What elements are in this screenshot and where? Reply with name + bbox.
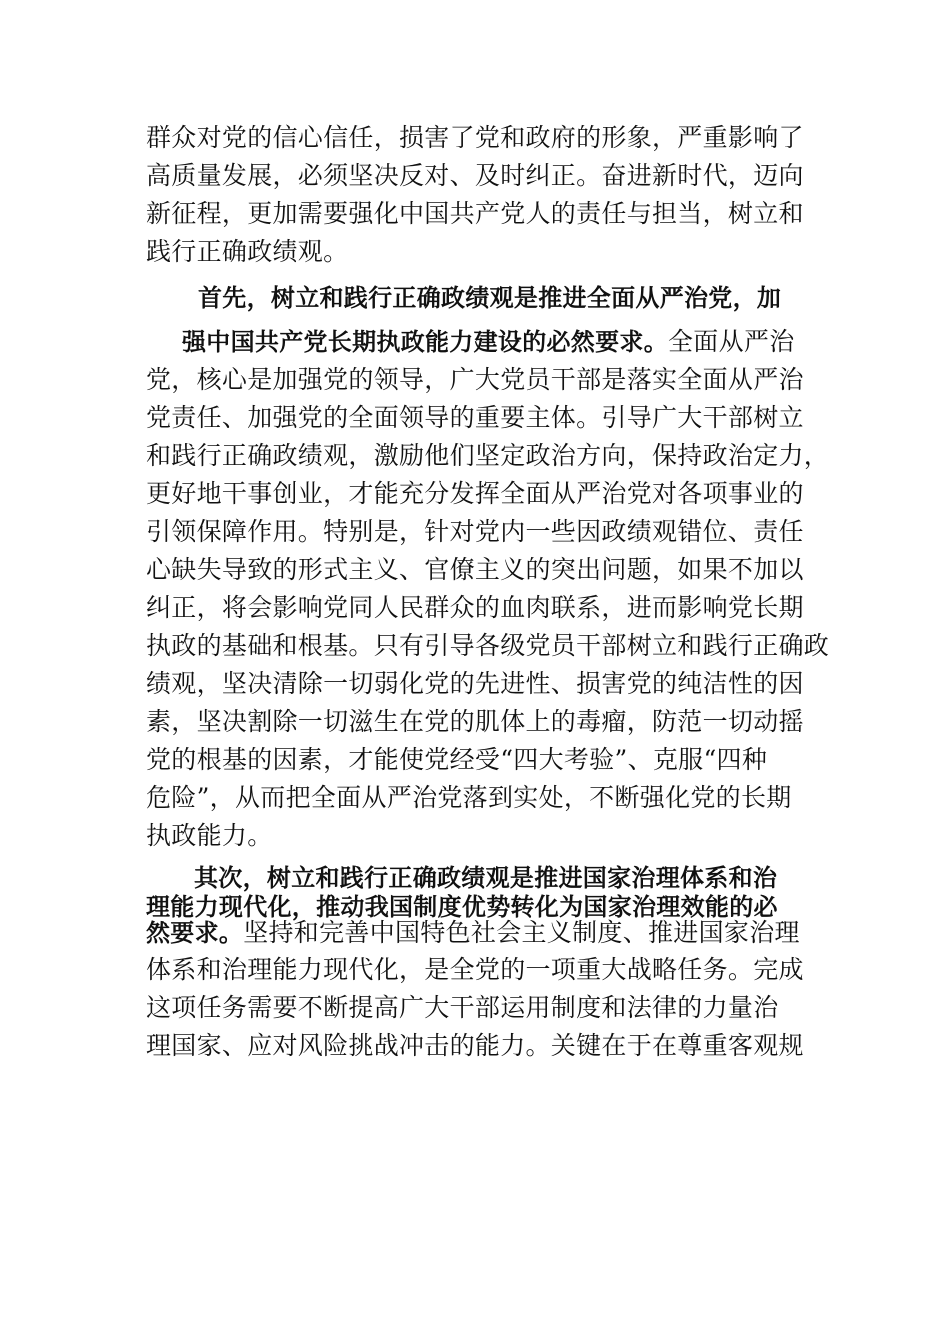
text-line: 践行正确政绩观。	[146, 237, 349, 266]
text-span: 坚持和完善中国特色社会主义制度、推进国家治理	[243, 918, 800, 947]
heading-continuation-line	[146, 918, 800, 948]
text-line: 心缺失导致的形式主义、官僚主义的突出问题，如果不加以	[146, 555, 804, 584]
text-line: 理国家、应对风险挑战冲击的能力。关键在于在尊重客观规	[146, 1031, 804, 1060]
section-heading-second: 其次，树立和践行正确政绩观是推进国家治理体系和治	[194, 864, 778, 892]
text-line: 新征程，更加需要强化中国共产党人的责任与担当，树立和	[146, 199, 804, 228]
text-line: 党的根基的因素，才能使党经受“四大考验”、克服“四种	[146, 745, 768, 774]
text-line: 群众对党的信心信任，损害了党和政府的形象，严重影响了	[146, 123, 804, 152]
text-line: 党，核心是加强党的领导，广大党员干部是落实全面从严治	[146, 365, 804, 394]
heading-continuation-line	[182, 327, 795, 357]
text-line: 执政能力。	[146, 821, 273, 850]
text-line: 危险”，从而把全面从严治党落到实处，不断强化党的长期	[146, 783, 792, 812]
text-span: 全面从严治	[668, 327, 795, 356]
text-line: 党责任、加强党的全面领导的重要主体。引导广大干部树立	[146, 403, 804, 432]
text-line: 素，坚决割除一切滋生在党的肌体上的毒瘤，防范一切动摇	[146, 707, 804, 736]
section-heading-first: 首先，树立和践行正确政绩观是推进全面从严治党，加	[198, 284, 782, 312]
text-line: 高质量发展，必须坚决反对、及时纠正。奋进新时代，迈向	[146, 161, 804, 190]
text-line: 纠正，将会影响党同人民群众的血肉联系，进而影响党长期	[146, 593, 804, 622]
text-line: 和践行正确政绩观，激励他们坚定政治方向，保持政治定力，	[146, 441, 830, 470]
section-heading-second-continued: 理能力现代化，推动我国制度优势转化为国家治理效能的必	[146, 893, 778, 921]
text-line: 更好地干事创业，才能充分发挥全面从严治党对各项事业的	[146, 479, 804, 508]
text-line: 绩观，坚决清除一切弱化党的先进性、损害党的纯洁性的因	[146, 669, 804, 698]
text-line: 这项任务需要不断提高广大干部运用制度和法律的力量治	[146, 993, 779, 1022]
section-heading-first-continued: 强中国共产党长期执政能力建设的必然要求。	[182, 328, 668, 356]
text-line: 体系和治理能力现代化，是全党的一项重大战略任务。完成	[146, 955, 804, 984]
text-line: 引领保障作用。特别是，针对党内一些因政绩观错位、责任	[146, 517, 804, 546]
text-line: 执政的基础和根基。只有引导各级党员干部树立和践行正确政	[146, 631, 830, 660]
section-heading-second-end: 然要求。	[146, 919, 244, 947]
